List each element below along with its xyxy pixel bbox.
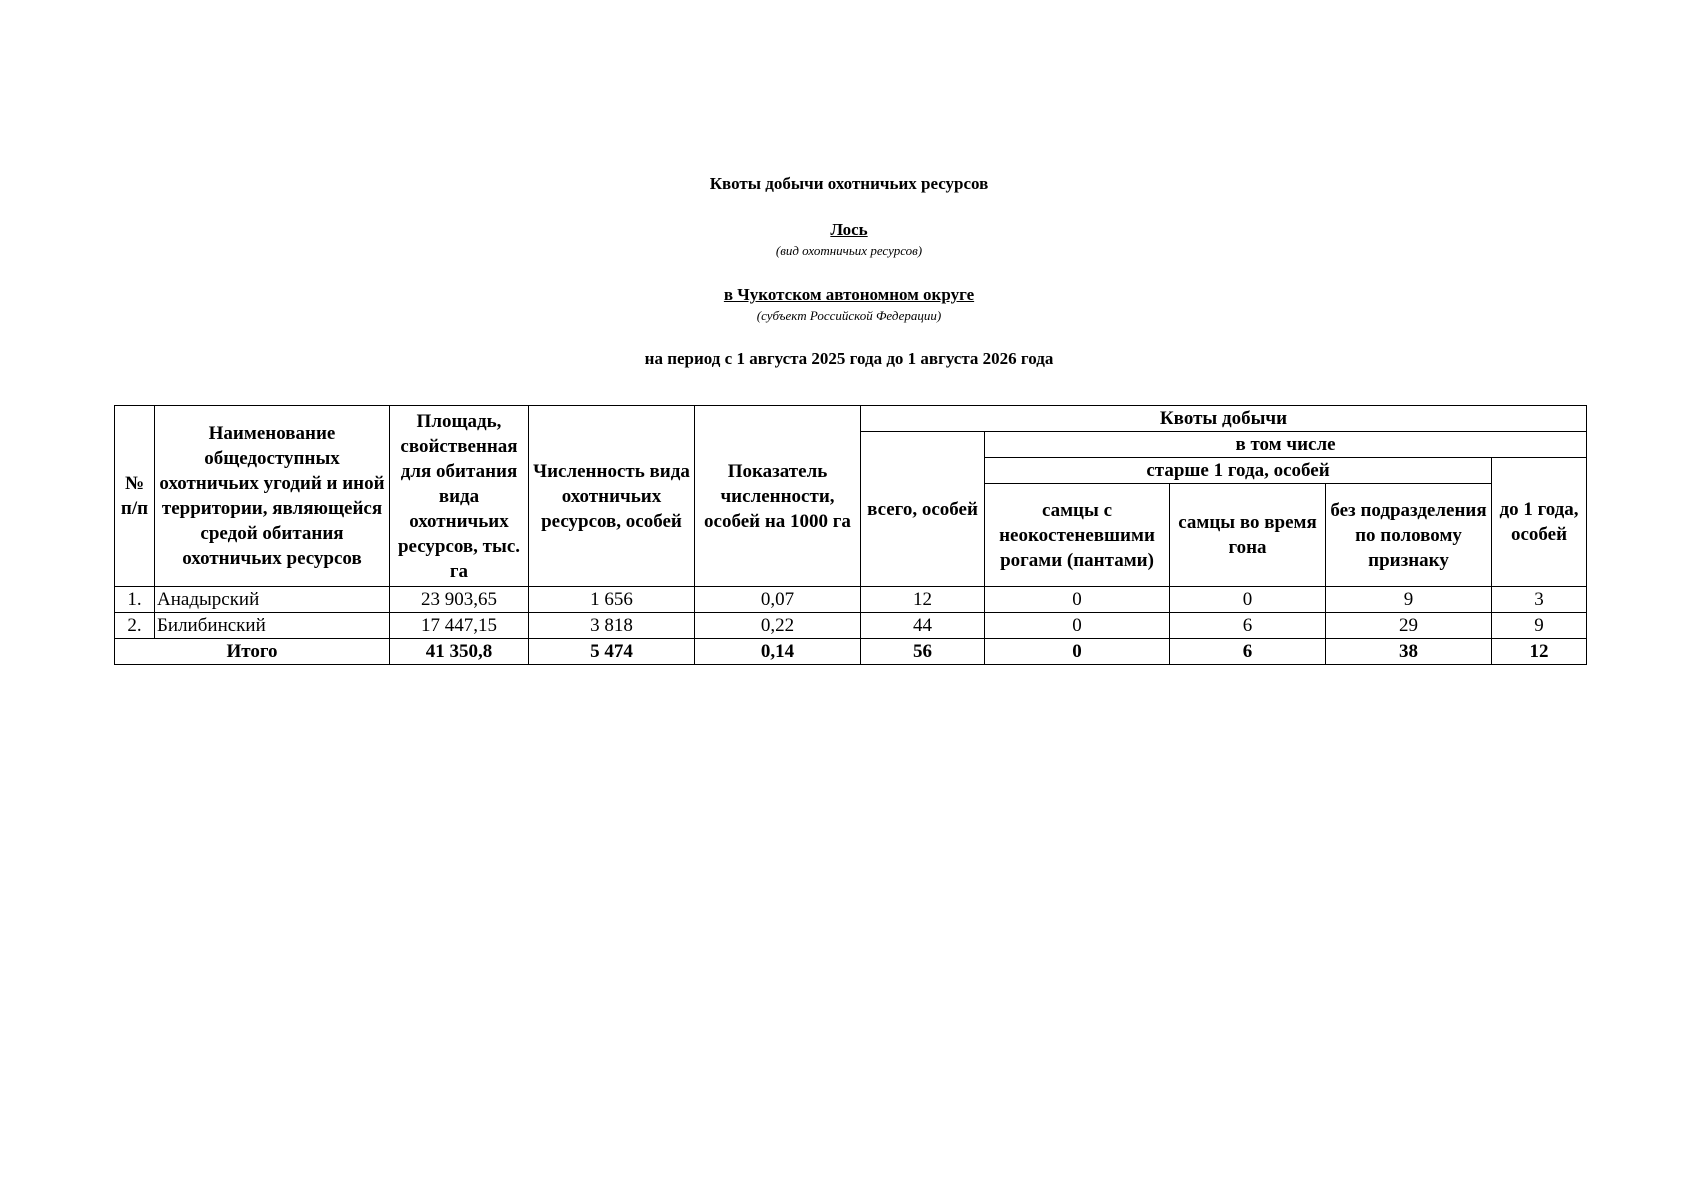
header-under-one: до 1 года, особей — [1492, 458, 1587, 587]
total-males-antlers: 0 — [985, 639, 1170, 665]
region-name: в Чукотском автономном округе — [723, 285, 975, 304]
cell-under-one: 3 — [1492, 587, 1587, 613]
total-label: Итого — [115, 639, 390, 665]
cell-density: 0,22 — [695, 613, 861, 639]
document-title: Квоты добычи охотничьих ресурсов — [709, 174, 989, 193]
cell-num: 1. — [115, 587, 155, 613]
total-row — [115, 639, 1587, 665]
total-area: 41 350,8 — [390, 639, 529, 665]
cell-no-sex: 29 — [1326, 613, 1492, 639]
cell-no-sex: 9 — [1326, 587, 1492, 613]
header-males-antlers: самцы с неокостеневшими рогами (пантами) — [985, 484, 1170, 587]
cell-name: Анадырский — [155, 587, 390, 613]
cell-males-rut: 6 — [1170, 613, 1326, 639]
cell-density: 0,07 — [695, 587, 861, 613]
cell-area: 23 903,65 — [390, 587, 529, 613]
header-total: всего, особей — [861, 432, 985, 587]
header-including: в том числе — [985, 432, 1587, 458]
table-row — [115, 613, 1587, 639]
total-density: 0,14 — [695, 639, 861, 665]
cell-males-antlers: 0 — [985, 613, 1170, 639]
cell-total: 44 — [861, 613, 985, 639]
header-population: Численность вида охотничьих ресурсов, особей — [529, 406, 695, 587]
header-density: Показатель численности, особей на 1000 га — [695, 406, 861, 587]
total-total: 56 — [861, 639, 985, 665]
table-header — [115, 406, 1587, 587]
total-males-rut: 6 — [1170, 639, 1326, 665]
table-row — [115, 587, 1587, 613]
header-name: Наименование общедоступных охотничьих угодий и иной территории, являющейся средой обитания охотничьих ресурсов — [155, 406, 390, 587]
cell-males-rut: 0 — [1170, 587, 1326, 613]
header-males-rut: самцы во время гона — [1170, 484, 1326, 587]
species-name: Лось — [830, 220, 868, 239]
cell-males-antlers: 0 — [985, 587, 1170, 613]
header-quota: Квоты добычи — [861, 406, 1587, 432]
header-no-sex: без подразделения по половому признаку — [1326, 484, 1492, 587]
cell-num: 2. — [115, 613, 155, 639]
cell-name: Билибинский — [155, 613, 390, 639]
header-older: старше 1 года, особей — [985, 458, 1492, 484]
region-note: (субъект Российской Федерации) — [756, 308, 942, 323]
cell-population: 3 818 — [529, 613, 695, 639]
total-population: 5 474 — [529, 639, 695, 665]
cell-population: 1 656 — [529, 587, 695, 613]
total-under-one: 12 — [1492, 639, 1587, 665]
total-no-sex: 38 — [1326, 639, 1492, 665]
quota-table — [114, 405, 1587, 665]
cell-area: 17 447,15 — [390, 613, 529, 639]
header-area: Площадь, свойственная для обитания вида охотничьих ресурсов, тыс. га — [390, 406, 529, 587]
period-text: на период с 1 августа 2025 года до 1 августа 2026 года — [644, 349, 1054, 368]
cell-total: 12 — [861, 587, 985, 613]
species-note: (вид охотничьих ресурсов) — [775, 243, 923, 258]
cell-under-one: 9 — [1492, 613, 1587, 639]
header-num: № п/п — [115, 406, 155, 587]
